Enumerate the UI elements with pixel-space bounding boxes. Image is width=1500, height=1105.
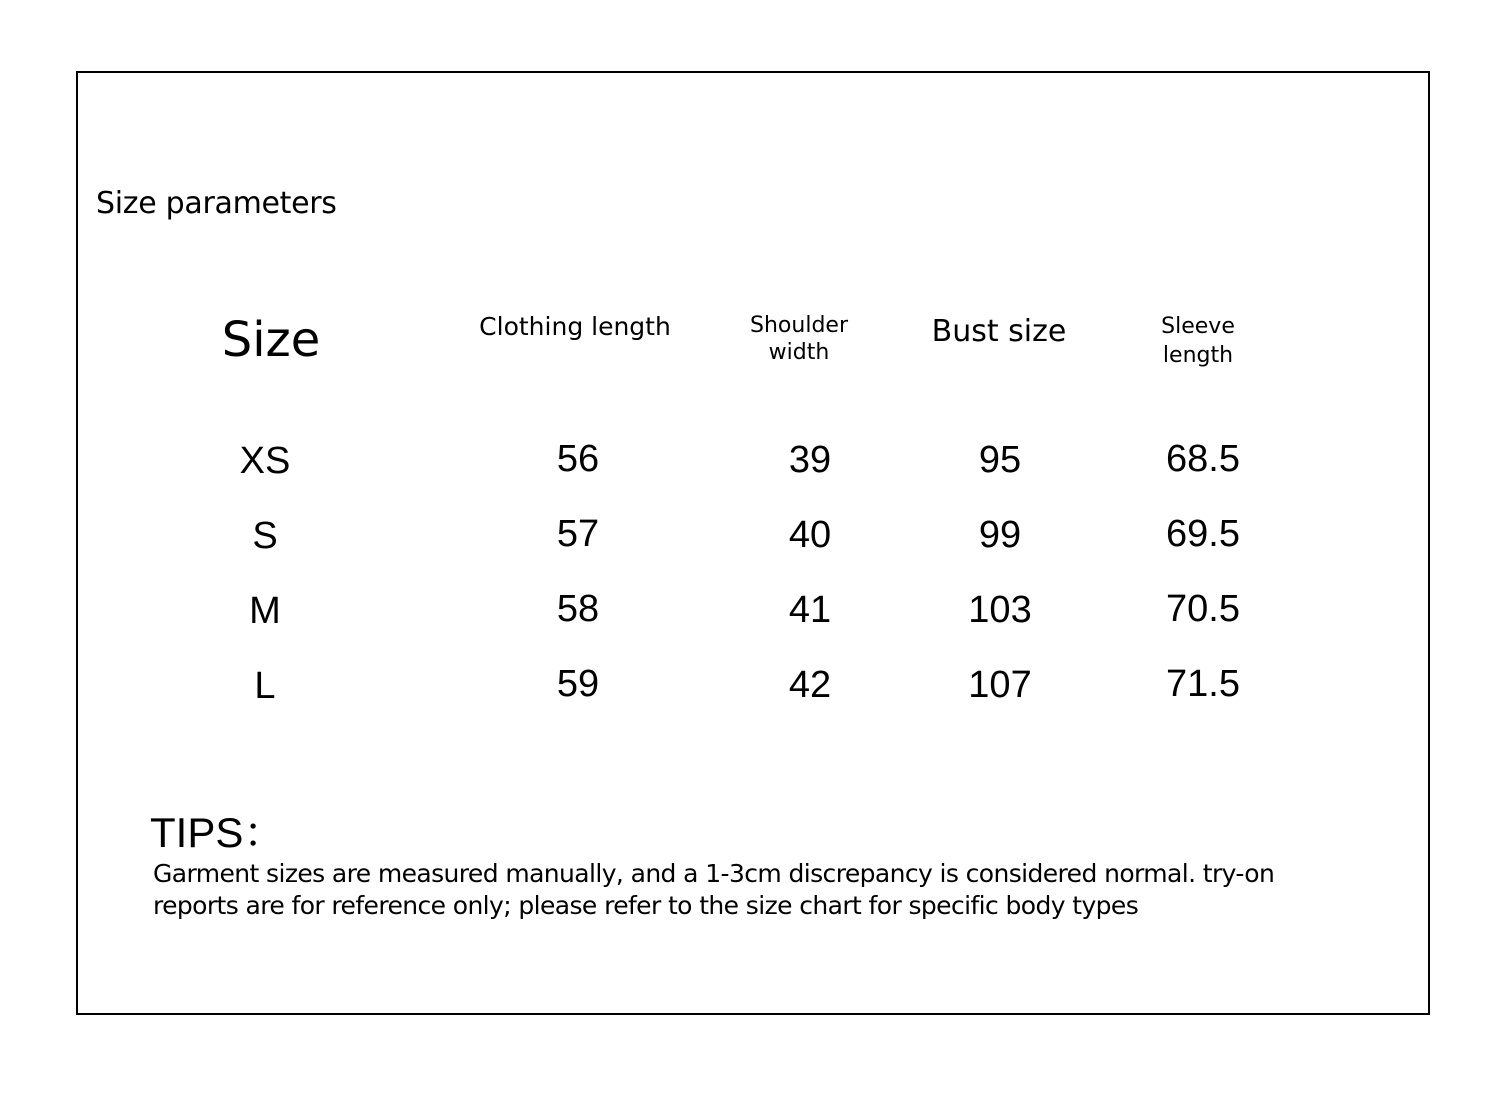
cell-clothing-length: 56 — [556, 438, 600, 480]
header-bust-size: Bust size — [931, 314, 1067, 349]
cell-sleeve-length: 71.5 — [1166, 663, 1240, 705]
cell-sleeve-length: 70.5 — [1166, 588, 1240, 630]
section-title: Size parameters — [96, 186, 337, 221]
header-clothing-length: Clothing length — [479, 312, 671, 341]
cell-clothing-length: 59 — [556, 663, 600, 705]
cell-shoulder-width: 41 — [788, 589, 832, 631]
tips-text — [153, 858, 1353, 922]
cell-clothing-length: 58 — [556, 588, 600, 630]
header-shoulder-width — [750, 312, 848, 366]
header-shoulder-width-line2: width — [768, 340, 830, 365]
cell-size: L — [254, 665, 276, 707]
cell-shoulder-width: 39 — [788, 439, 832, 481]
tips-title: TIPS： — [150, 809, 286, 856]
cell-clothing-length: 57 — [556, 513, 600, 555]
cell-size: XS — [239, 440, 291, 482]
header-sleeve-length-line2: length — [1162, 343, 1234, 368]
cell-bust-size: 103 — [968, 589, 1032, 631]
cell-shoulder-width: 40 — [788, 514, 832, 556]
cell-bust-size: 107 — [968, 664, 1032, 706]
cell-shoulder-width: 42 — [788, 664, 832, 706]
header-sleeve-length — [1161, 312, 1235, 370]
header-shoulder-width-line1: Shoulder — [750, 313, 848, 338]
cell-sleeve-length: 68.5 — [1166, 438, 1240, 480]
cell-size: M — [249, 590, 281, 632]
cell-sleeve-length: 69.5 — [1166, 513, 1240, 555]
cell-size: S — [252, 515, 278, 557]
cell-bust-size: 99 — [978, 514, 1022, 556]
cell-bust-size: 95 — [978, 439, 1022, 481]
header-size: Size — [221, 312, 321, 368]
tips-line: reports are for reference only; please refer to the size chart for specific body types — [153, 891, 1139, 920]
header-sleeve-length-line1: Sleeve — [1161, 314, 1235, 339]
tips-line: Garment sizes are measured manually, and a 1-3cm discrepancy is considered normal. try-on — [153, 859, 1275, 888]
